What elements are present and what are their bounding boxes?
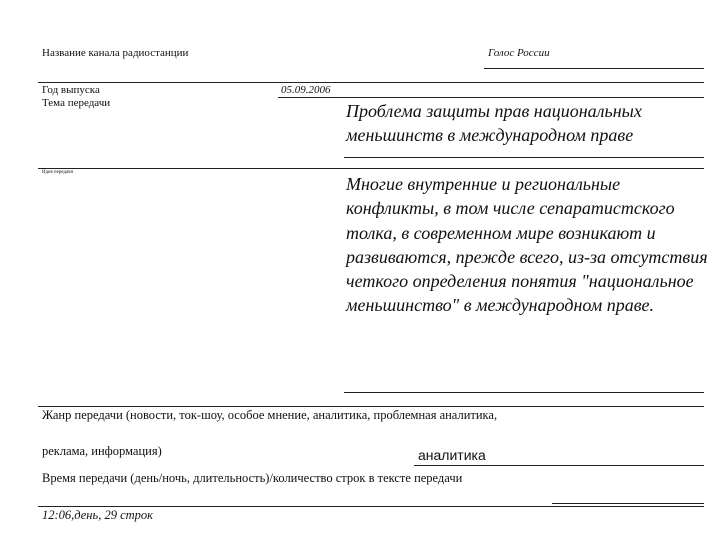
genre-label-line2: реклама, информация) (42, 444, 162, 458)
idea-value: Многие внутренние и региональные конфликты, в том числе сепаратистского толка, в современном мире возникают и развиваются, прежде всего, из-за отсутствия четкого определения понятия "национальное меньшинство" в международном праве. (346, 174, 708, 316)
genre-label-line1: Жанр передачи (новости, ток-шоу, особое мнение, аналитика, проблемная аналитика, (42, 408, 498, 422)
genre-underline (414, 465, 704, 466)
release-year-underline (278, 97, 704, 98)
topic-underline (344, 157, 704, 158)
divider-year-top (38, 82, 704, 83)
topic-label: Тема передачи (42, 97, 111, 109)
release-year-label: Год выпуска (42, 84, 100, 96)
airtime-label: Время передачи (день/ночь, длительность)/количество строк в тексте передачи (42, 471, 463, 485)
divider-idea-top (38, 168, 704, 169)
genre-value: аналитика (418, 447, 486, 463)
topic-value: Проблема защиты прав национальных меньшинств в международном праве (346, 101, 642, 146)
channel-label: Название канала радиостанции (42, 47, 189, 59)
idea-underline (344, 392, 704, 393)
airtime-value: 12:06,день, 29 строк (42, 508, 153, 522)
divider-airtime (38, 506, 704, 507)
airtime-short-underline (552, 503, 704, 504)
release-year-value: 05.09.2006 (281, 84, 331, 96)
channel-underline (484, 68, 704, 69)
divider-genre-top (38, 406, 704, 407)
channel-value: Голос России (488, 47, 550, 59)
idea-label: Идея передачи (42, 170, 74, 175)
